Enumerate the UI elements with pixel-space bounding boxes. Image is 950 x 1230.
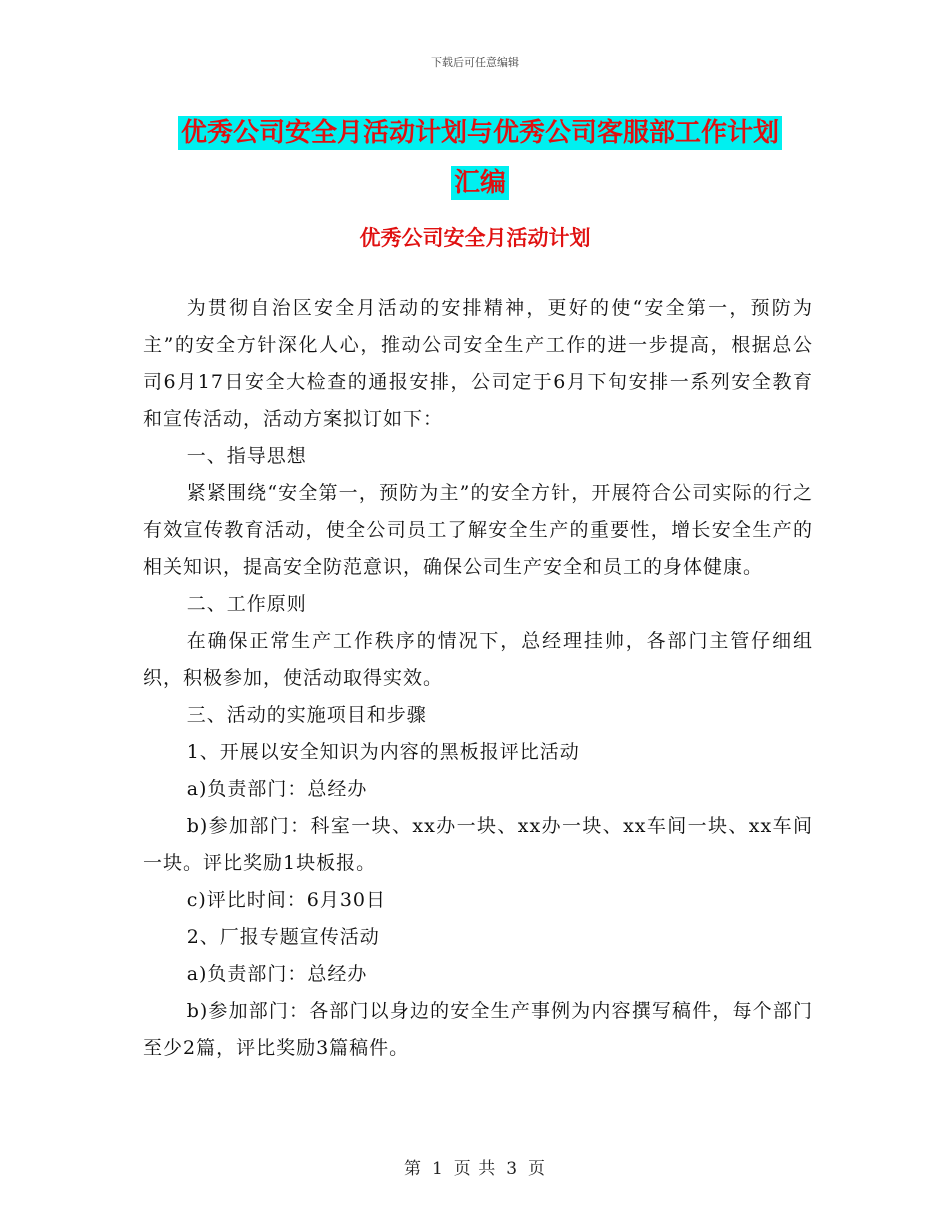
item-responsible-dept-2: a)负责部门：总经办 xyxy=(186,963,368,985)
section-title: 优秀公司安全月活动计划 xyxy=(359,226,591,250)
paragraph-intro: 为贯彻自治区安全月活动的安排精神，更好的使“安全第一，预防为主”的安全方针深化人心，推动公司安全生产工作的进一步提高，根据总公司6月17日安全大检查的通报安排，公司定于6月下旬安排一系列安全教育和宣传活动，活动方案拟订如下： xyxy=(143,297,813,430)
footer-prefix: 第 xyxy=(403,1159,422,1179)
paragraph-guiding-thought: 紧紧围绕“安全第一，预防为主”的安全方针，开展符合公司实际的行之有效宣传教育活动，使全公司员工了解安全生产的重要性，增长安全生产的相关知识，提高安全防范意识，确保公司生产安全和员工的身体健康。 xyxy=(143,482,813,578)
item-participating-dept-1: b)参加部门：科室一块、xx办一块、xx办一块、xx车间一块、xx车间一块。评比奖励1块板报。 xyxy=(143,815,813,874)
item-blackboard-activity: 1、开展以安全知识为内容的黑板报评比活动 xyxy=(186,741,580,763)
heading-activity-steps: 三、活动的实施项目和步骤 xyxy=(186,704,427,726)
title-line-1: 优秀公司安全月活动计划与优秀公司客服部工作计划 xyxy=(178,116,782,150)
document-body xyxy=(143,290,813,1067)
footer-page-number: 1 xyxy=(431,1159,444,1179)
item-responsible-dept-1: a)负责部门：总经办 xyxy=(186,778,368,800)
page-footer xyxy=(0,1154,950,1179)
heading-guiding-thought: 一、指导思想 xyxy=(186,445,307,467)
heading-work-principle: 二、工作原则 xyxy=(186,593,307,615)
footer-suffix: 页 xyxy=(528,1159,547,1179)
paragraph-work-principle: 在确保正常生产工作秩序的情况下，总经理挂帅，各部门主管仔细组织，积极参加，使活动取得实效。 xyxy=(143,630,813,689)
title-line-2: 汇编 xyxy=(451,166,509,200)
document-title xyxy=(140,108,820,208)
item-newspaper-activity: 2、厂报专题宣传活动 xyxy=(186,926,380,948)
header-note: 下载后可任意编辑 xyxy=(431,56,519,69)
footer-total-pages: 3 xyxy=(506,1159,519,1179)
footer-middle: 页 共 xyxy=(453,1159,497,1179)
item-evaluation-time: c)评比时间：6月30日 xyxy=(186,889,387,911)
item-participating-dept-2: b)参加部门：各部门以身边的安全生产事例为内容撰写稿件，每个部门至少2篇，评比奖励3篇稿件。 xyxy=(143,1000,813,1059)
